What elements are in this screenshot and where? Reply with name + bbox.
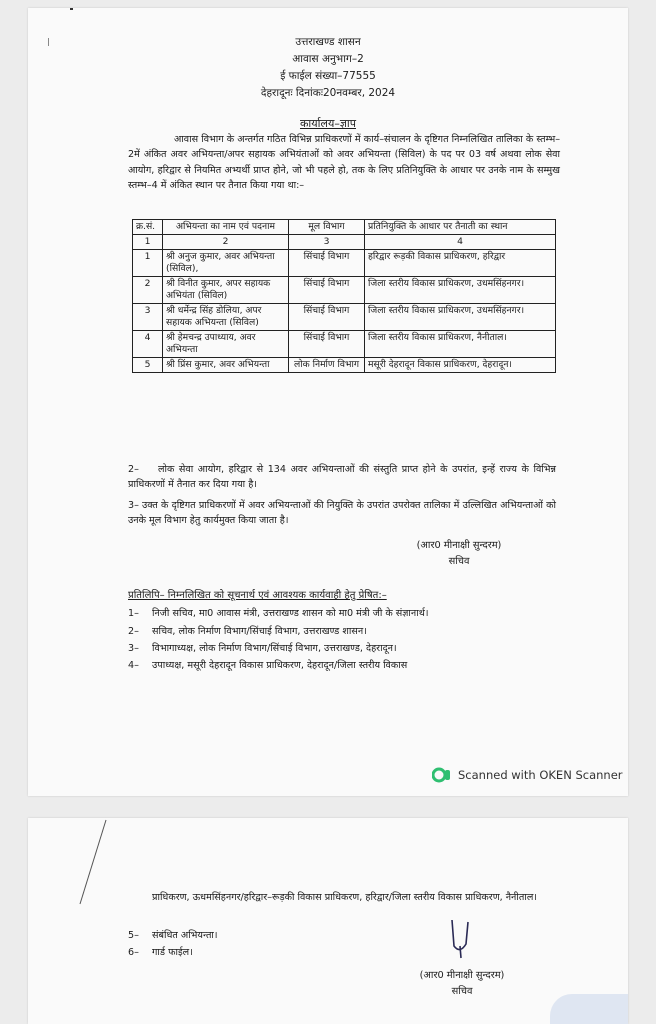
cell-engineer-name: श्री हेमचन्द्र उपाध्याय, अवर अभियन्ता [163, 331, 289, 358]
document-page-2 [28, 818, 628, 1024]
cell-engineer-name: श्री अनुज कुमार, अवर अभियन्ता (सिविल), [163, 250, 289, 277]
signature-block-page-2 [402, 968, 522, 1000]
cell-serial: 2 [133, 277, 163, 304]
table-row [133, 358, 556, 373]
pen-stroke-mark [76, 818, 116, 908]
table-column-numbers [133, 235, 556, 250]
copy-item [128, 928, 218, 941]
col-number: 1 [133, 235, 163, 250]
copy-item-number: 6– [128, 947, 139, 958]
copy-item-number: 5– [128, 930, 139, 941]
col-number: 4 [365, 235, 556, 250]
continuation-text-value: प्राधिकरण, ऊधमसिंहनगर/हरिद्वार–रूड़की विकास प्राधिकरण, हरिद्वार/जिला स्तरीय विकास प्राधिकरण, नैनीताल। [152, 892, 537, 903]
copy-to-heading: प्रतिलिपि– निम्नलिखित को सूचनार्थ एवं आवश्यक कार्यवाही हेतु प्रेषित:– [128, 590, 387, 601]
paragraph-3-number: 3– [128, 500, 139, 511]
oken-scanner-logo-icon [432, 767, 452, 783]
paragraph-3 [128, 498, 556, 529]
cell-posting: जिला स्तरीय विकास प्राधिकरण, नैनीताल। [365, 331, 556, 358]
copy-item-text: विभागाध्यक्ष, लोक निर्माण विभाग/सिंचाई विभाग, उत्तराखण्ड, देहरादून। [152, 643, 397, 654]
order-title: कार्यालय–ज्ञाप [299, 117, 356, 130]
col-number: 3 [289, 235, 365, 250]
cell-serial: 3 [133, 304, 163, 331]
table-header-row [133, 220, 556, 235]
letter-header [28, 34, 628, 102]
table-row [133, 277, 556, 304]
copy-item [128, 624, 367, 637]
cell-posting: जिला स्तरीय विकास प्राधिकरण, उधमसिंहनगर। [365, 304, 556, 331]
copy-item [128, 945, 193, 958]
col-header-serial: क्र.सं. [133, 220, 163, 235]
scanner-badge [432, 767, 623, 783]
col-header-name: अभियन्ता का नाम एवं पदनाम [163, 220, 289, 235]
cell-department: लोक निर्माण विभाग [289, 358, 365, 373]
copy-item-number: 3– [128, 643, 139, 654]
header-government: उत्तराखण्ड शासन [295, 36, 361, 48]
header-file-number: ई फाईल संख्या–77555 [280, 70, 376, 82]
col-header-posting: प्रतिनियुक्ति के आधार पर तैनाती का स्थान [365, 220, 556, 235]
cell-department: सिंचाई विभाग [289, 250, 365, 277]
copy-item [128, 658, 407, 671]
table-row [133, 304, 556, 331]
copy-item-text: निजी सचिव, मा0 आवास मंत्री, उत्तराखण्ड शासन को मा0 मंत्री जी के संज्ञानार्थ। [152, 608, 429, 619]
signatory-name: (आर0 मीनाक्षी सुन्दरम) [419, 970, 505, 981]
header-section: आवास अनुभाग–2 [292, 53, 364, 65]
copy-item-number: 4– [128, 660, 139, 671]
copy-item-text: सचिव, लोक निर्माण विभाग/सिंचाई विभाग, उत्तराखण्ड शासन। [152, 626, 367, 637]
signature-scribble [446, 916, 476, 962]
copy-item-number: 2– [128, 626, 139, 637]
cell-posting: हरिद्वार रूड़की विकास प्राधिकरण, हरिद्वार [365, 250, 556, 277]
table-row [133, 331, 556, 358]
continuation-text [152, 890, 556, 906]
copy-item [128, 606, 428, 619]
cell-posting: मसूरी देहरादून विकास प्राधिकरण, देहरादून। [365, 358, 556, 373]
copy-item-text: उपाध्यक्ष, मसूरी देहरादून विकास प्राधिकरण, देहरादून/जिला स्तरीय विकास [152, 660, 408, 671]
table-row [133, 250, 556, 277]
signatory-name: (आर0 मीनाक्षी सुन्दरम) [416, 540, 502, 551]
intro-paragraph-text: आवास विभाग के अन्तर्गत गठित विभिन्न प्राधिकरणों में कार्य–संचालन के दृष्टिगत निम्नलिखित तालिका के स्तम्भ–2में अंकित अवर अभियन्ता/अपर सहायक अभियंताओं को अवर अभियन्ता (सिविल) के पद पर 03 वर्ष अथवा लोक सेवा आयोग, हरिद्वार से नियमित अभ्यर्थी प्राप्त होने, जो भी पहले हो, तक के लिए प्रतिनियुक्ति के आधार पर उनके नाम के सम्मुख स्तम्भ–4 में अंकित स्थान पर तैनात किया गया था:– [128, 134, 560, 192]
copy-item-text: संबंधित अभियन्ता। [152, 930, 218, 941]
cell-engineer-name: श्री धर्मेन्द्र सिंह डोलिया, अपर सहायक अभियन्ता (सिविल) [163, 304, 289, 331]
paragraph-2-text: लोक सेवा आयोग, हरिद्वार से 134 अवर अभियन्ताओं की संस्तुति प्राप्त होने के उपरांत, इन्हें राज्य के विभिन्न प्राधिकरणों में तैनात कर दिया गया है। [128, 464, 556, 491]
posting-table [132, 219, 556, 373]
copy-item-text: गार्ड फाईल। [152, 947, 193, 958]
intro-paragraph [128, 132, 560, 194]
signatory-designation: सचिव [451, 986, 473, 997]
cell-department: सिंचाई विभाग [289, 331, 365, 358]
paragraph-2 [128, 462, 556, 493]
paragraph-3-text: उक्त के दृष्टिगत प्राधिकरणों में अवर अभियन्ताओं की नियुक्ति के उपरांत उपरोक्त तालिका में उल्लिखित अभियन्ताओं को उनके मूल विभाग हेतु कार्यमुक्त किया जाता है। [128, 500, 556, 527]
cell-engineer-name: श्री विनीत कुमार, अपर सहायक अभियंता (सिविल) [163, 277, 289, 304]
signature-block [404, 538, 514, 570]
col-number: 2 [163, 235, 289, 250]
cell-posting: जिला स्तरीय विकास प्राधिकरण, उधमसिंहनगर। [365, 277, 556, 304]
cell-serial: 4 [133, 331, 163, 358]
cell-serial: 5 [133, 358, 163, 373]
copy-item [128, 641, 397, 654]
signatory-designation: सचिव [448, 556, 470, 567]
floating-button-corner[interactable] [550, 994, 628, 1024]
scan-mark-top-left [70, 8, 73, 10]
cell-department: सिंचाई विभाग [289, 304, 365, 331]
cell-department: सिंचाई विभाग [289, 277, 365, 304]
cell-serial: 1 [133, 250, 163, 277]
header-date: देहरादूनः दिनांकः20नवम्बर, 2024 [260, 87, 396, 99]
paragraph-2-number: 2– [128, 464, 139, 475]
scanner-badge-text: Scanned with OKEN Scanner [458, 768, 623, 782]
copy-item-number: 1– [128, 608, 139, 619]
cell-engineer-name: श्री प्रिंस कुमार, अवर अभियन्ता [163, 358, 289, 373]
col-header-department: मूल विभाग [289, 220, 365, 235]
document-page-1 [28, 8, 628, 796]
